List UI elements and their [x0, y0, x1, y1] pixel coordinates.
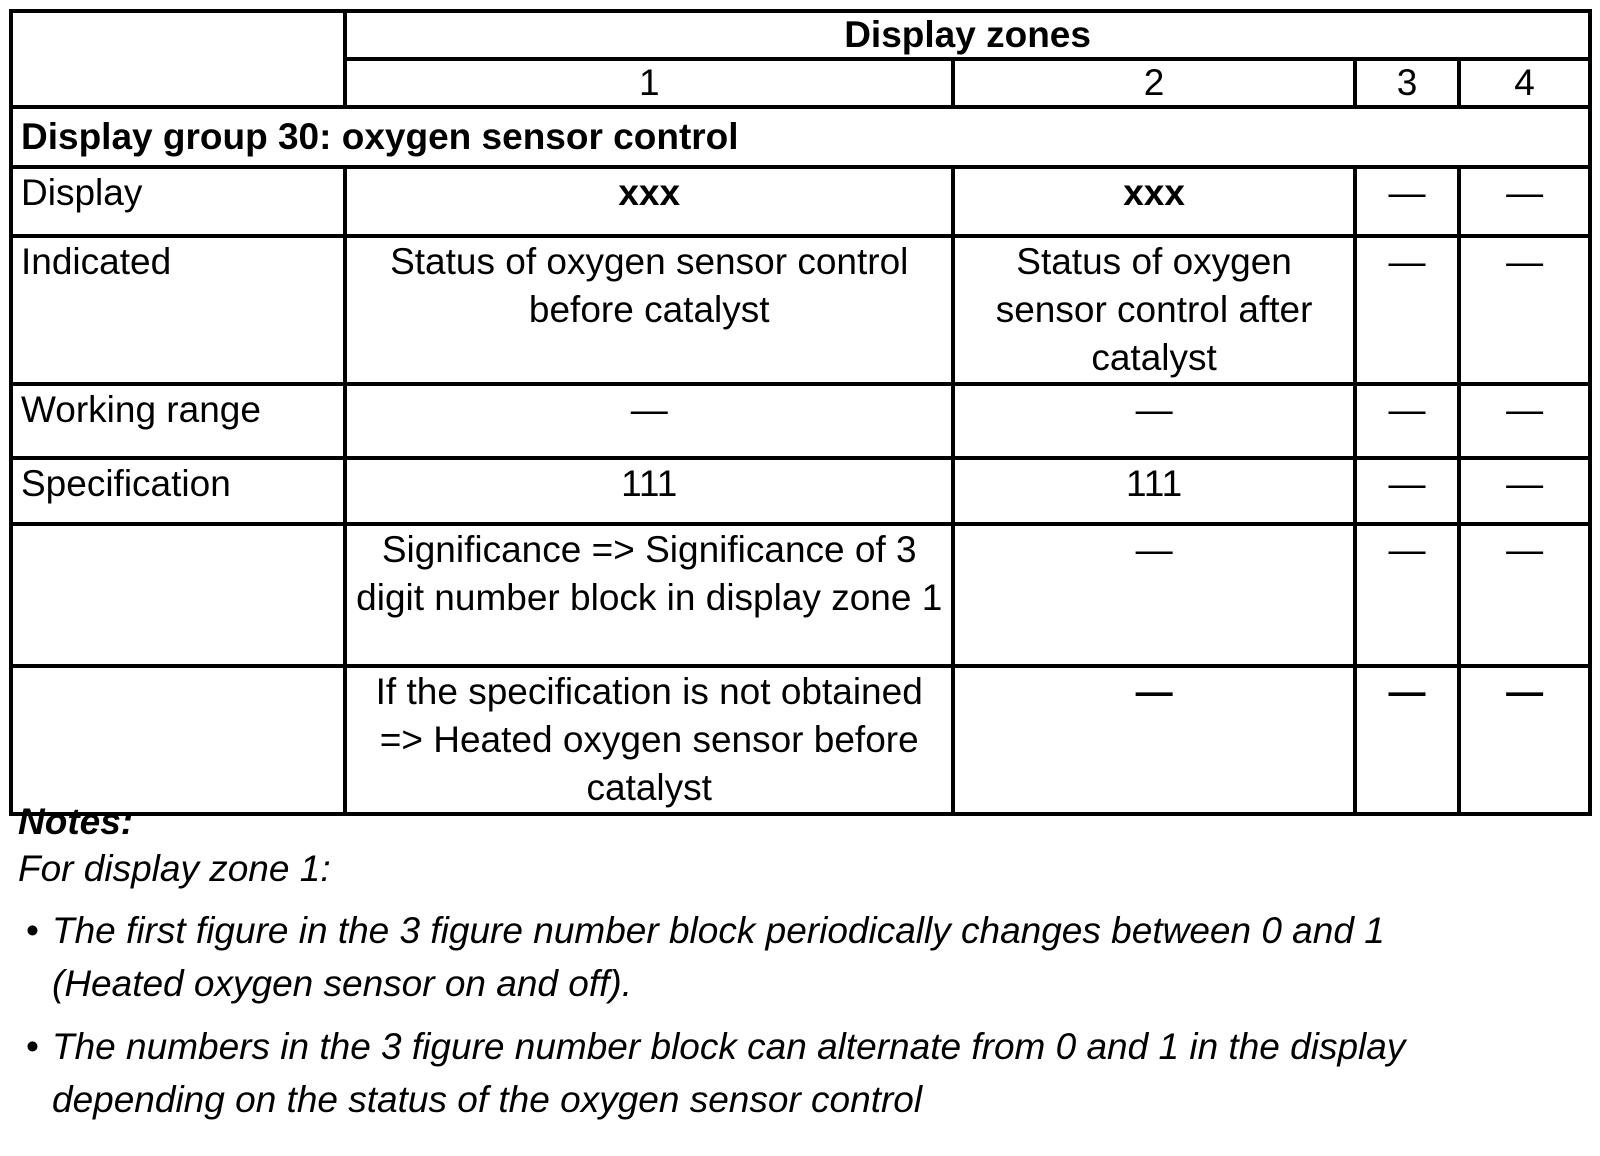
table-cell: — — [1355, 236, 1459, 384]
table-cell: — — [1355, 524, 1459, 666]
table-cell: — — [1355, 458, 1459, 524]
group-title-row — [11, 107, 1590, 167]
table-row — [11, 384, 1590, 458]
table-cell: — — [1459, 458, 1590, 524]
list-item — [18, 904, 1578, 1010]
table-cell: — — [1355, 666, 1459, 814]
table-cell: Status of oxygen sensor control before catalyst — [345, 236, 953, 384]
list-item — [18, 1020, 1578, 1126]
table-row — [11, 458, 1590, 524]
row-label — [11, 524, 345, 666]
table-cell: — — [1459, 236, 1590, 384]
header-row — [11, 11, 1590, 59]
table-cell: — — [953, 524, 1355, 666]
table-cell: — — [953, 384, 1355, 458]
display-group-title: Display group 30: oxygen sensor control — [11, 107, 1590, 167]
table-cell: — — [1459, 524, 1590, 666]
row-label: Working range — [11, 384, 345, 458]
bullet-icon: • — [26, 910, 39, 951]
bullet-text: The first figure in the 3 figure number block periodically changes between 0 and 1 (Heated oxygen sensor on and off). — [52, 910, 1385, 1004]
table-cell: — — [1459, 666, 1590, 814]
table-cell: Status of oxygen sensor control after catalyst — [953, 236, 1355, 384]
table-row — [11, 167, 1590, 236]
row-label: Display — [11, 167, 345, 236]
table-cell: — — [1459, 384, 1590, 458]
table-cell: — — [1355, 384, 1459, 458]
table-cell: — — [953, 666, 1355, 814]
row-label: Indicated — [11, 236, 345, 384]
bullet-text: The numbers in the 3 figure number block can alternate from 0 and 1 in the display depending on the status of the oxygen sensor control — [52, 1026, 1406, 1120]
zone-number-1: 1 — [345, 59, 953, 107]
notes-zone-line: For display zone 1: — [18, 848, 331, 889]
table-cell: — — [345, 384, 953, 458]
bullet-icon: • — [26, 1026, 39, 1067]
display-zones-header: Display zones — [345, 11, 1590, 59]
table-cell: 111 — [345, 458, 953, 524]
header-empty-cell — [11, 11, 345, 107]
table-row — [11, 666, 1590, 814]
table-row — [11, 236, 1590, 384]
notes-bullet-list — [18, 904, 1578, 1126]
table-cell: xxx — [345, 167, 953, 236]
notes-section — [18, 800, 1578, 1126]
table-cell: xxx — [953, 167, 1355, 236]
table-cell: — — [1459, 167, 1590, 236]
table-cell: If the specification is not obtained => Heated oxygen sensor before catalyst — [345, 666, 953, 814]
notes-title: Notes: — [18, 801, 134, 842]
zone-number-2: 2 — [953, 59, 1355, 107]
table-row — [11, 524, 1590, 666]
table-cell: — — [1355, 167, 1459, 236]
display-group-table — [9, 9, 1592, 816]
table-cell: 111 — [953, 458, 1355, 524]
zone-number-4: 4 — [1459, 59, 1590, 107]
row-label: Specification — [11, 458, 345, 524]
table-cell: Significance => Significance of 3 digit number block in display zone 1 — [345, 524, 953, 666]
zone-number-3: 3 — [1355, 59, 1459, 107]
row-label — [11, 666, 345, 814]
